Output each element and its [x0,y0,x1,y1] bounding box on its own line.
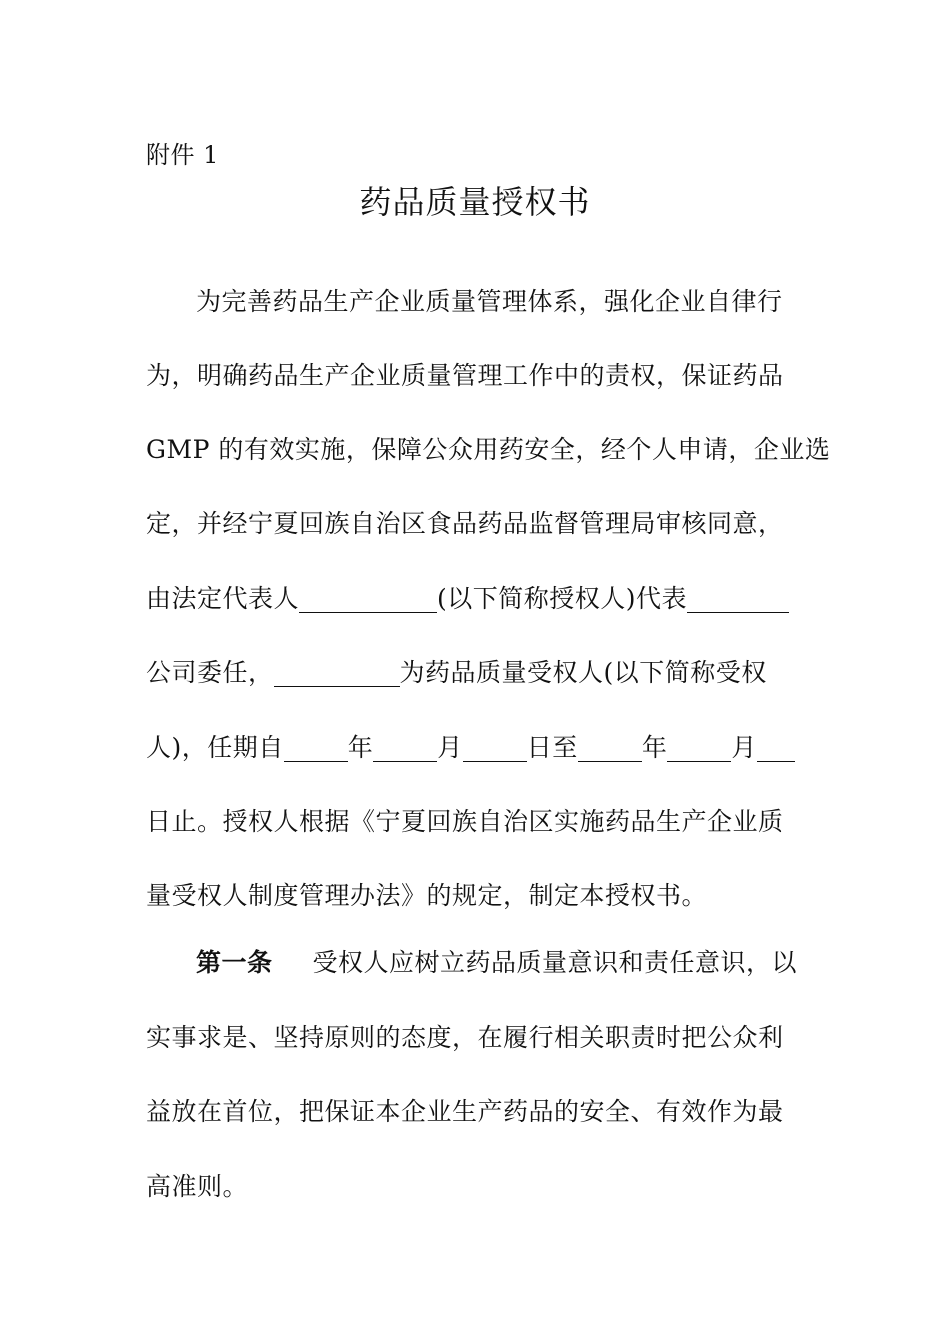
attachment-label: 附件 1 [146,141,219,169]
paragraph-line-6 [146,656,806,690]
document-title: 药品质量授权书 [359,183,591,221]
paragraph-line-7 [146,731,806,765]
article-1-line-1 [196,946,856,980]
company-name-blank [687,586,789,613]
paragraph-line-8: 日止。授权人根据《宁夏回族自治区实施药品生产企业质 [146,807,784,836]
article-1-line-4: 高准则。 [146,1172,249,1201]
end-month-blank [667,735,731,762]
company-appoint-label: 公司委任， [146,658,274,687]
paragraph-line-9: 量受权人制度管理办法》的规定，制定本授权书。 [146,881,708,910]
article-1-text: 受权人应树立药品质量意识和责任意识，以 [312,948,798,977]
end-year-blank [578,735,642,762]
paragraph-line-3: GMP 的有效实施，保障公众用药安全，经个人申请，企业选 [146,435,831,464]
end-day-blank [757,735,795,762]
legal-rep-blank [299,586,437,613]
authorized-person-note: 为药品质量受权人(以下简称受权 [399,658,767,687]
start-month-blank [373,735,437,762]
start-day-blank [463,735,527,762]
legal-rep-label: 由法定代表人 [146,584,300,613]
start-year-label: 年 [347,733,374,762]
end-month-label: 月 [731,733,757,762]
end-year-label: 年 [641,733,668,762]
authorized-person-blank [274,660,400,687]
authorizer-note: (以下简称授权人)代表 [437,584,688,613]
term-start-label: 人)，任期自 [146,733,284,762]
paragraph-line-2: 为，明确药品生产企业质量管理工作中的责权，保证药品 [146,361,784,390]
start-year-blank [284,735,348,762]
article-1-heading: 第一条 [196,948,273,977]
start-month-label: 月 [437,733,463,762]
paragraph-line-5 [146,582,806,616]
article-1-line-2: 实事求是、坚持原则的态度，在履行相关职责时把公众利 [146,1023,784,1052]
paragraph-line-4: 定，并经宁夏回族自治区食品药品监督管理局审核同意， [146,509,784,538]
article-1-line-3: 益放在首位，把保证本企业生产药品的安全、有效作为最 [146,1097,784,1126]
start-day-label: 日至 [526,733,578,762]
paragraph-line-1: 为完善药品生产企业质量管理体系，强化企业自律行 [196,287,783,316]
